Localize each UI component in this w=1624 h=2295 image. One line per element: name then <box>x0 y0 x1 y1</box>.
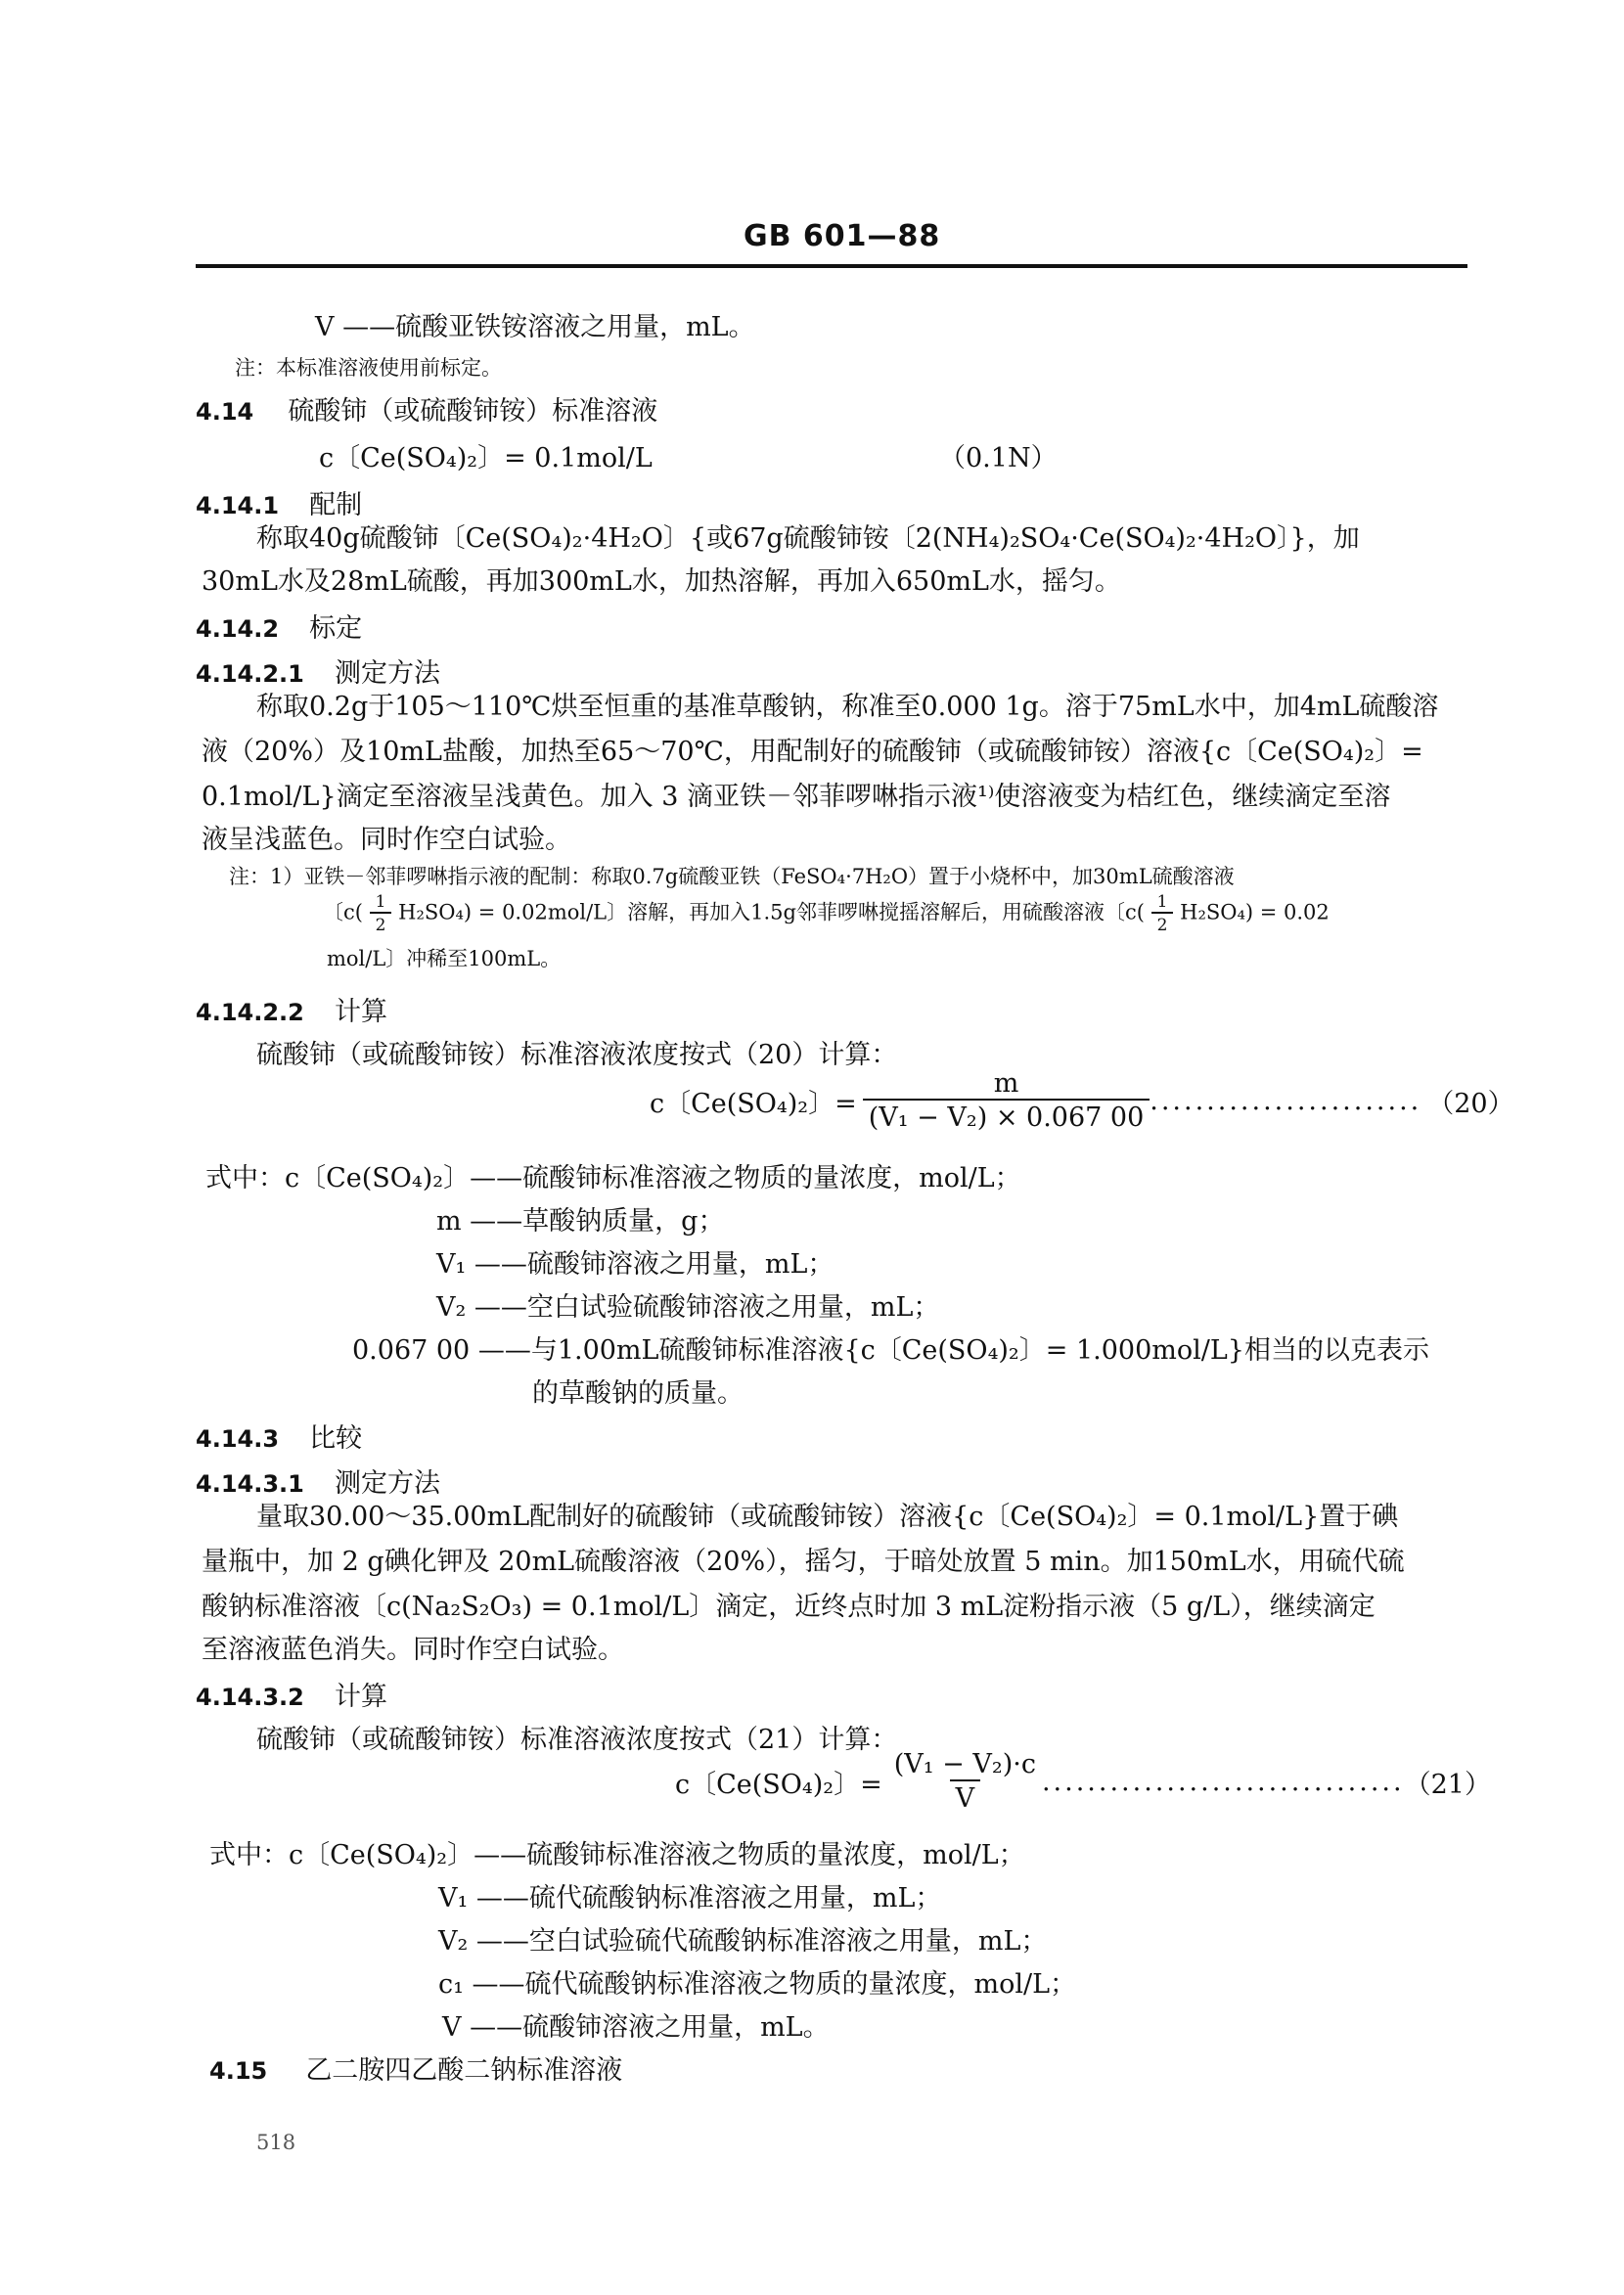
section-4-14-3-2-heading <box>196 1675 387 1713</box>
fraction-numerator: 1 <box>1156 892 1168 912</box>
section-4-15-heading <box>209 2048 622 2087</box>
section-title: 测定方法 <box>334 1468 440 1499</box>
equation-number: （20） <box>1427 1088 1514 1119</box>
leader-dots: ................................ <box>1041 1766 1405 1797</box>
paragraph-line: 称取0.2g于105～110℃烘至恒重的基准草酸钠，称准至0.000 1g。溶于75mL水中，加4mL硫酸溶 <box>256 692 1439 722</box>
note-calibrate: 注：本标准溶液使用前标定。 <box>235 356 502 380</box>
section-title: 计算 <box>334 997 387 1027</box>
where-line: c₁ ——硫代硫酸钠标准溶液之物质的量浓度，mol/L； <box>438 1969 1077 2000</box>
one-half-fraction <box>1151 892 1174 935</box>
paragraph-line: 称取40g硫酸铈〔Ce(SO₄)₂·4H₂O〕{或67g硫酸铈铵〔2(NH₄)₂SO₄·Ce(SO₄)₂·4H₂O〕}，加 <box>256 523 1360 554</box>
section-4-14-2-2-heading <box>196 990 387 1028</box>
section-number: 4.15 <box>209 2057 268 2085</box>
section-number: 4.14.2.1 <box>196 660 304 688</box>
section-number: 4.14.3.1 <box>196 1470 304 1498</box>
section-4-14-3-heading <box>196 1417 362 1455</box>
paragraph-line: 酸钠标准溶液〔c(Na₂S₂O₃) = 0.1mol/L〕滴定，近终点时加 3 mL淀粉指示液（5 g/L），继续滴定 <box>202 1592 1376 1622</box>
fraction-numerator: 1 <box>375 892 386 912</box>
where-line: V₂ ——空白试验硫代硫酸钠标准溶液之用量，mL； <box>438 1926 1048 1957</box>
equation-20 <box>650 1068 1514 1133</box>
section-title: 测定方法 <box>334 658 440 689</box>
footnote-text: H₂SO₄) = 0.02 <box>1180 900 1330 924</box>
fraction-denominator: (V₁ − V₂) × 0.067 00 <box>863 1099 1150 1133</box>
paragraph-line: 30mL水及28mL硫酸，再加300mL水，加热溶解，再加入650mL水，摇匀。 <box>202 566 1121 597</box>
fraction-numerator: m <box>993 1068 1019 1099</box>
equation-fraction <box>863 1068 1150 1133</box>
where-line: V ——硫酸铈溶液之用量，mL。 <box>442 2012 830 2043</box>
paragraph-line: 液呈浅蓝色。同时作空白试验。 <box>202 825 571 855</box>
normality: （0.1N） <box>939 443 1058 473</box>
v-definition: V ——硫酸亚铁铵溶液之用量，mL。 <box>315 312 755 342</box>
fraction-denominator: 2 <box>370 912 392 935</box>
where-line: 的草酸钠的质量。 <box>532 1378 744 1409</box>
paragraph-line: 量取30.00～35.00mL配制好的硫酸铈（或硫酸铈铵）溶液{c〔Ce(SO₄)₂〕= 0.1mol/L}置于碘 <box>256 1502 1399 1532</box>
footnote-line: mol/L〕冲稀至100mL。 <box>327 947 562 970</box>
fraction-denominator: 2 <box>1151 912 1174 935</box>
section-title: 标定 <box>309 613 363 644</box>
equation-lhs: c〔Ce(SO₄)₂〕= <box>675 1769 882 1800</box>
paragraph-line: 0.1mol/L}滴定至溶液呈浅黄色。加入 3 滴亚铁－邻菲啰啉指示液¹⁾使溶液变为桔红色，继续滴定至溶 <box>202 782 1391 812</box>
where-line: V₁ ——硫酸铈溶液之用量，mL； <box>436 1249 835 1280</box>
one-half-fraction <box>370 892 392 935</box>
footnote-line <box>323 892 1330 935</box>
leader-dots: ........................ <box>1150 1085 1422 1116</box>
header-rule <box>196 264 1467 268</box>
footnote-text: H₂SO₄) = 0.02mol/L〕溶解，再加入1.5g邻菲啰啉搅摇溶解后，用硫酸溶液〔c( <box>398 900 1145 924</box>
section-number: 4.14.2.2 <box>196 999 304 1026</box>
fraction-denominator: V <box>950 1779 981 1814</box>
fraction-numerator: (V₁ − V₂)·c <box>893 1749 1036 1779</box>
equation-lhs: c〔Ce(SO₄)₂〕= <box>650 1088 857 1119</box>
section-title: 乙二胺四乙酸二钠标准溶液 <box>305 2055 623 2086</box>
equation-fraction <box>888 1749 1042 1814</box>
paragraph-line: 量瓶中，加 2 g碘化钾及 20mL硫酸溶液（20%），摇匀，于暗处放置 5 min。加150mL水，用硫代硫 <box>202 1547 1405 1577</box>
section-4-14-heading <box>196 389 657 428</box>
where-line: V₁ ——硫代硫酸钠标准溶液之用量，mL； <box>438 1883 942 1913</box>
where-line: m ——草酸钠质量，g； <box>436 1206 725 1237</box>
section-number: 4.14 <box>196 398 254 426</box>
section-4-14-2-heading <box>196 607 362 645</box>
footnote-line: 注：1）亚铁－邻菲啰啉指示液的配制：称取0.7g硫酸亚铁（FeSO₄·7H₂O）置于小烧杯中，加30mL硫酸溶液 <box>229 865 1235 888</box>
section-number: 4.14.2 <box>196 615 280 643</box>
section-title: 硫酸铈（或硫酸铈铵）标准溶液 <box>288 396 658 427</box>
where-line: 0.067 00 ——与1.00mL硫酸铈标准溶液{c〔Ce(SO₄)₂〕= 1.000mol/L}相当的以克表示 <box>352 1335 1429 1366</box>
concentration-formula: c〔Ce(SO₄)₂〕= 0.1mol/L <box>319 443 653 473</box>
where-line: 式中：c〔Ce(SO₄)₂〕——硫酸铈标准溶液之物质的量浓度，mol/L； <box>205 1163 1021 1193</box>
section-number: 4.14.3.2 <box>196 1684 304 1711</box>
section-title: 比较 <box>309 1423 363 1454</box>
section-number: 4.14.3 <box>196 1425 280 1453</box>
equation-21 <box>675 1749 1491 1814</box>
paragraph-line: 硫酸铈（或硫酸铈铵）标准溶液浓度按式（21）计算： <box>256 1725 898 1755</box>
standard-number: GB 601—88 <box>744 219 941 253</box>
paragraph-line: 至溶液蓝色消失。同时作空白试验。 <box>202 1635 624 1665</box>
footnote-text: 〔c( <box>323 900 363 924</box>
where-line: 式中：c〔Ce(SO₄)₂〕——硫酸铈标准溶液之物质的量浓度，mol/L； <box>209 1840 1025 1870</box>
section-number: 4.14.1 <box>196 492 280 519</box>
paragraph-line: 硫酸铈（或硫酸铈铵）标准溶液浓度按式（20）计算： <box>256 1040 898 1070</box>
page-number: 518 <box>256 2131 296 2154</box>
where-line: V₂ ——空白试验硫酸铈溶液之用量，mL； <box>436 1292 940 1323</box>
equation-number: （21） <box>1404 1769 1491 1800</box>
section-title: 计算 <box>334 1682 387 1712</box>
paragraph-line: 液（20%）及10mL盐酸，加热至65～70℃，用配制好的硫酸铈（或硫酸铈铵）溶液{c〔Ce(SO₄)₂〕= <box>202 737 1423 767</box>
section-title: 配制 <box>309 490 363 520</box>
